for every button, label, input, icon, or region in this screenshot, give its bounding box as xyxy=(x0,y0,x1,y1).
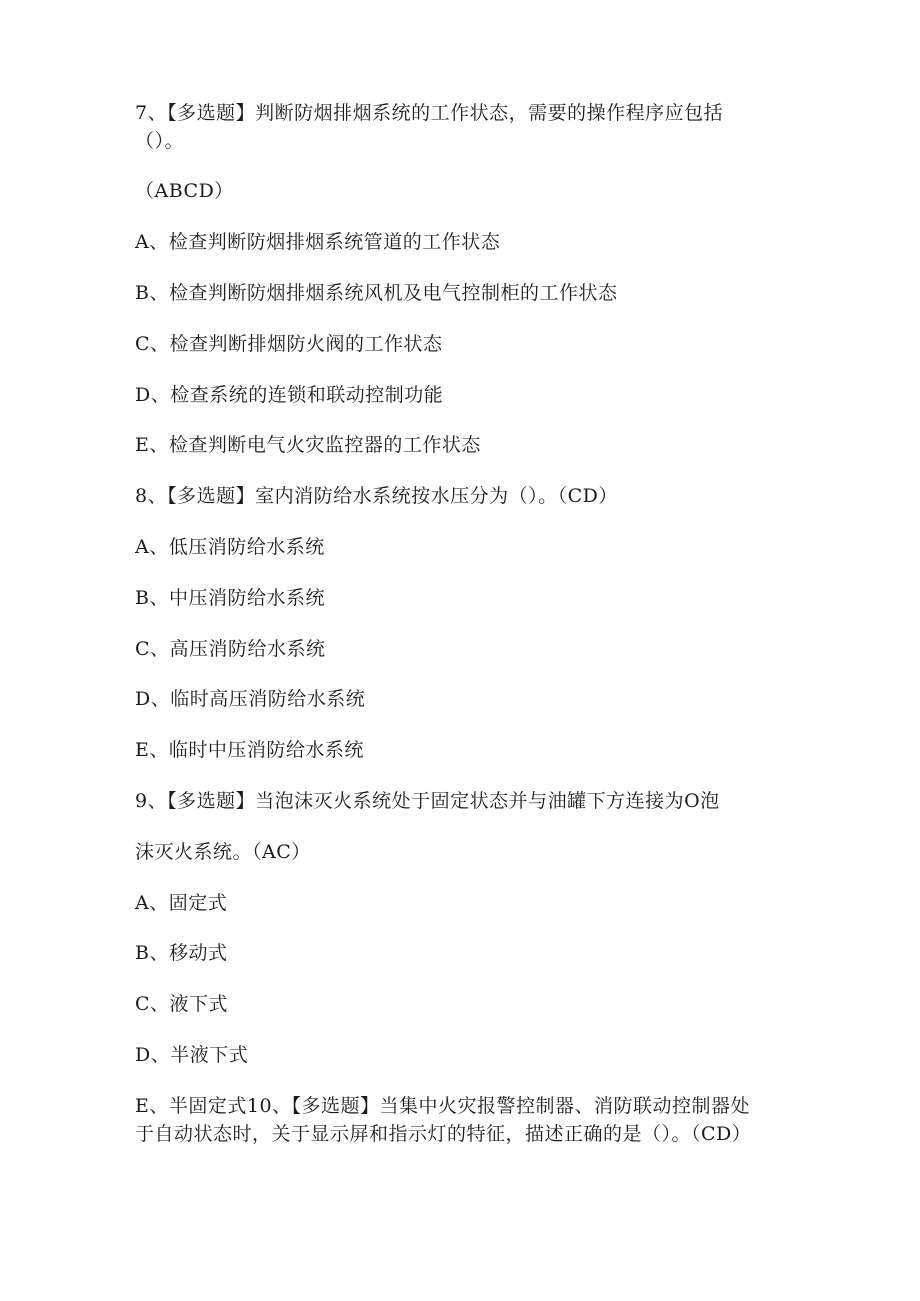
question-9-stem-line-1: 9、【多选题】当泡沫灭火系统处于固定状态并与油罐下方连接为O泡 xyxy=(135,790,720,812)
question-9-option-b: B、移动式 xyxy=(135,942,228,964)
question-8-option-d: D、临时高压消防给水系统 xyxy=(135,688,366,710)
question-10-stem-line-2: 于自动状态时，关于显示屏和指示灯的特征，描述正确的是（）。（CD） xyxy=(135,1123,752,1145)
question-9-stem-line-2: 沫灭火系统。（AC） xyxy=(135,841,311,863)
question-7-option-b: B、检查判断防烟排烟系统风机及电气控制柜的工作状态 xyxy=(135,282,618,304)
question-7-option-c: C、检查判断排烟防火阀的工作状态 xyxy=(135,333,443,355)
question-7-option-d: D、检查系统的连锁和联动控制功能 xyxy=(135,384,444,406)
question-8-option-c: C、高压消防给水系统 xyxy=(135,638,326,660)
question-7-stem-line-1: 7、【多选题】判断防烟排烟系统的工作状态，需要的操作程序应包括 xyxy=(135,102,724,124)
question-7-option-a: A、检查判断防烟排烟系统管道的工作状态 xyxy=(135,231,501,253)
question-8-option-b: B、中压消防给水系统 xyxy=(135,587,325,609)
question-9-option-e-and-question-10-stem: E、半固定式10、【多选题】当集中火灾报警控制器、消防联动控制器处 xyxy=(135,1095,751,1117)
question-9-option-d: D、半液下式 xyxy=(135,1044,249,1066)
question-7-stem-line-2: （）。 xyxy=(135,130,185,152)
question-8-option-e: E、临时中压消防给水系统 xyxy=(135,739,364,761)
question-9-option-c: C、液下式 xyxy=(135,993,229,1015)
question-9-option-a: A、固定式 xyxy=(135,892,228,914)
question-7-option-e: E、检查判断电气火灾监控器的工作状态 xyxy=(135,434,481,456)
question-7-answer: （ABCD） xyxy=(135,180,234,202)
question-8-stem: 8、【多选题】室内消防给水系统按水压分为（）。（CD） xyxy=(135,485,618,507)
question-8-option-a: A、低压消防给水系统 xyxy=(135,536,325,558)
